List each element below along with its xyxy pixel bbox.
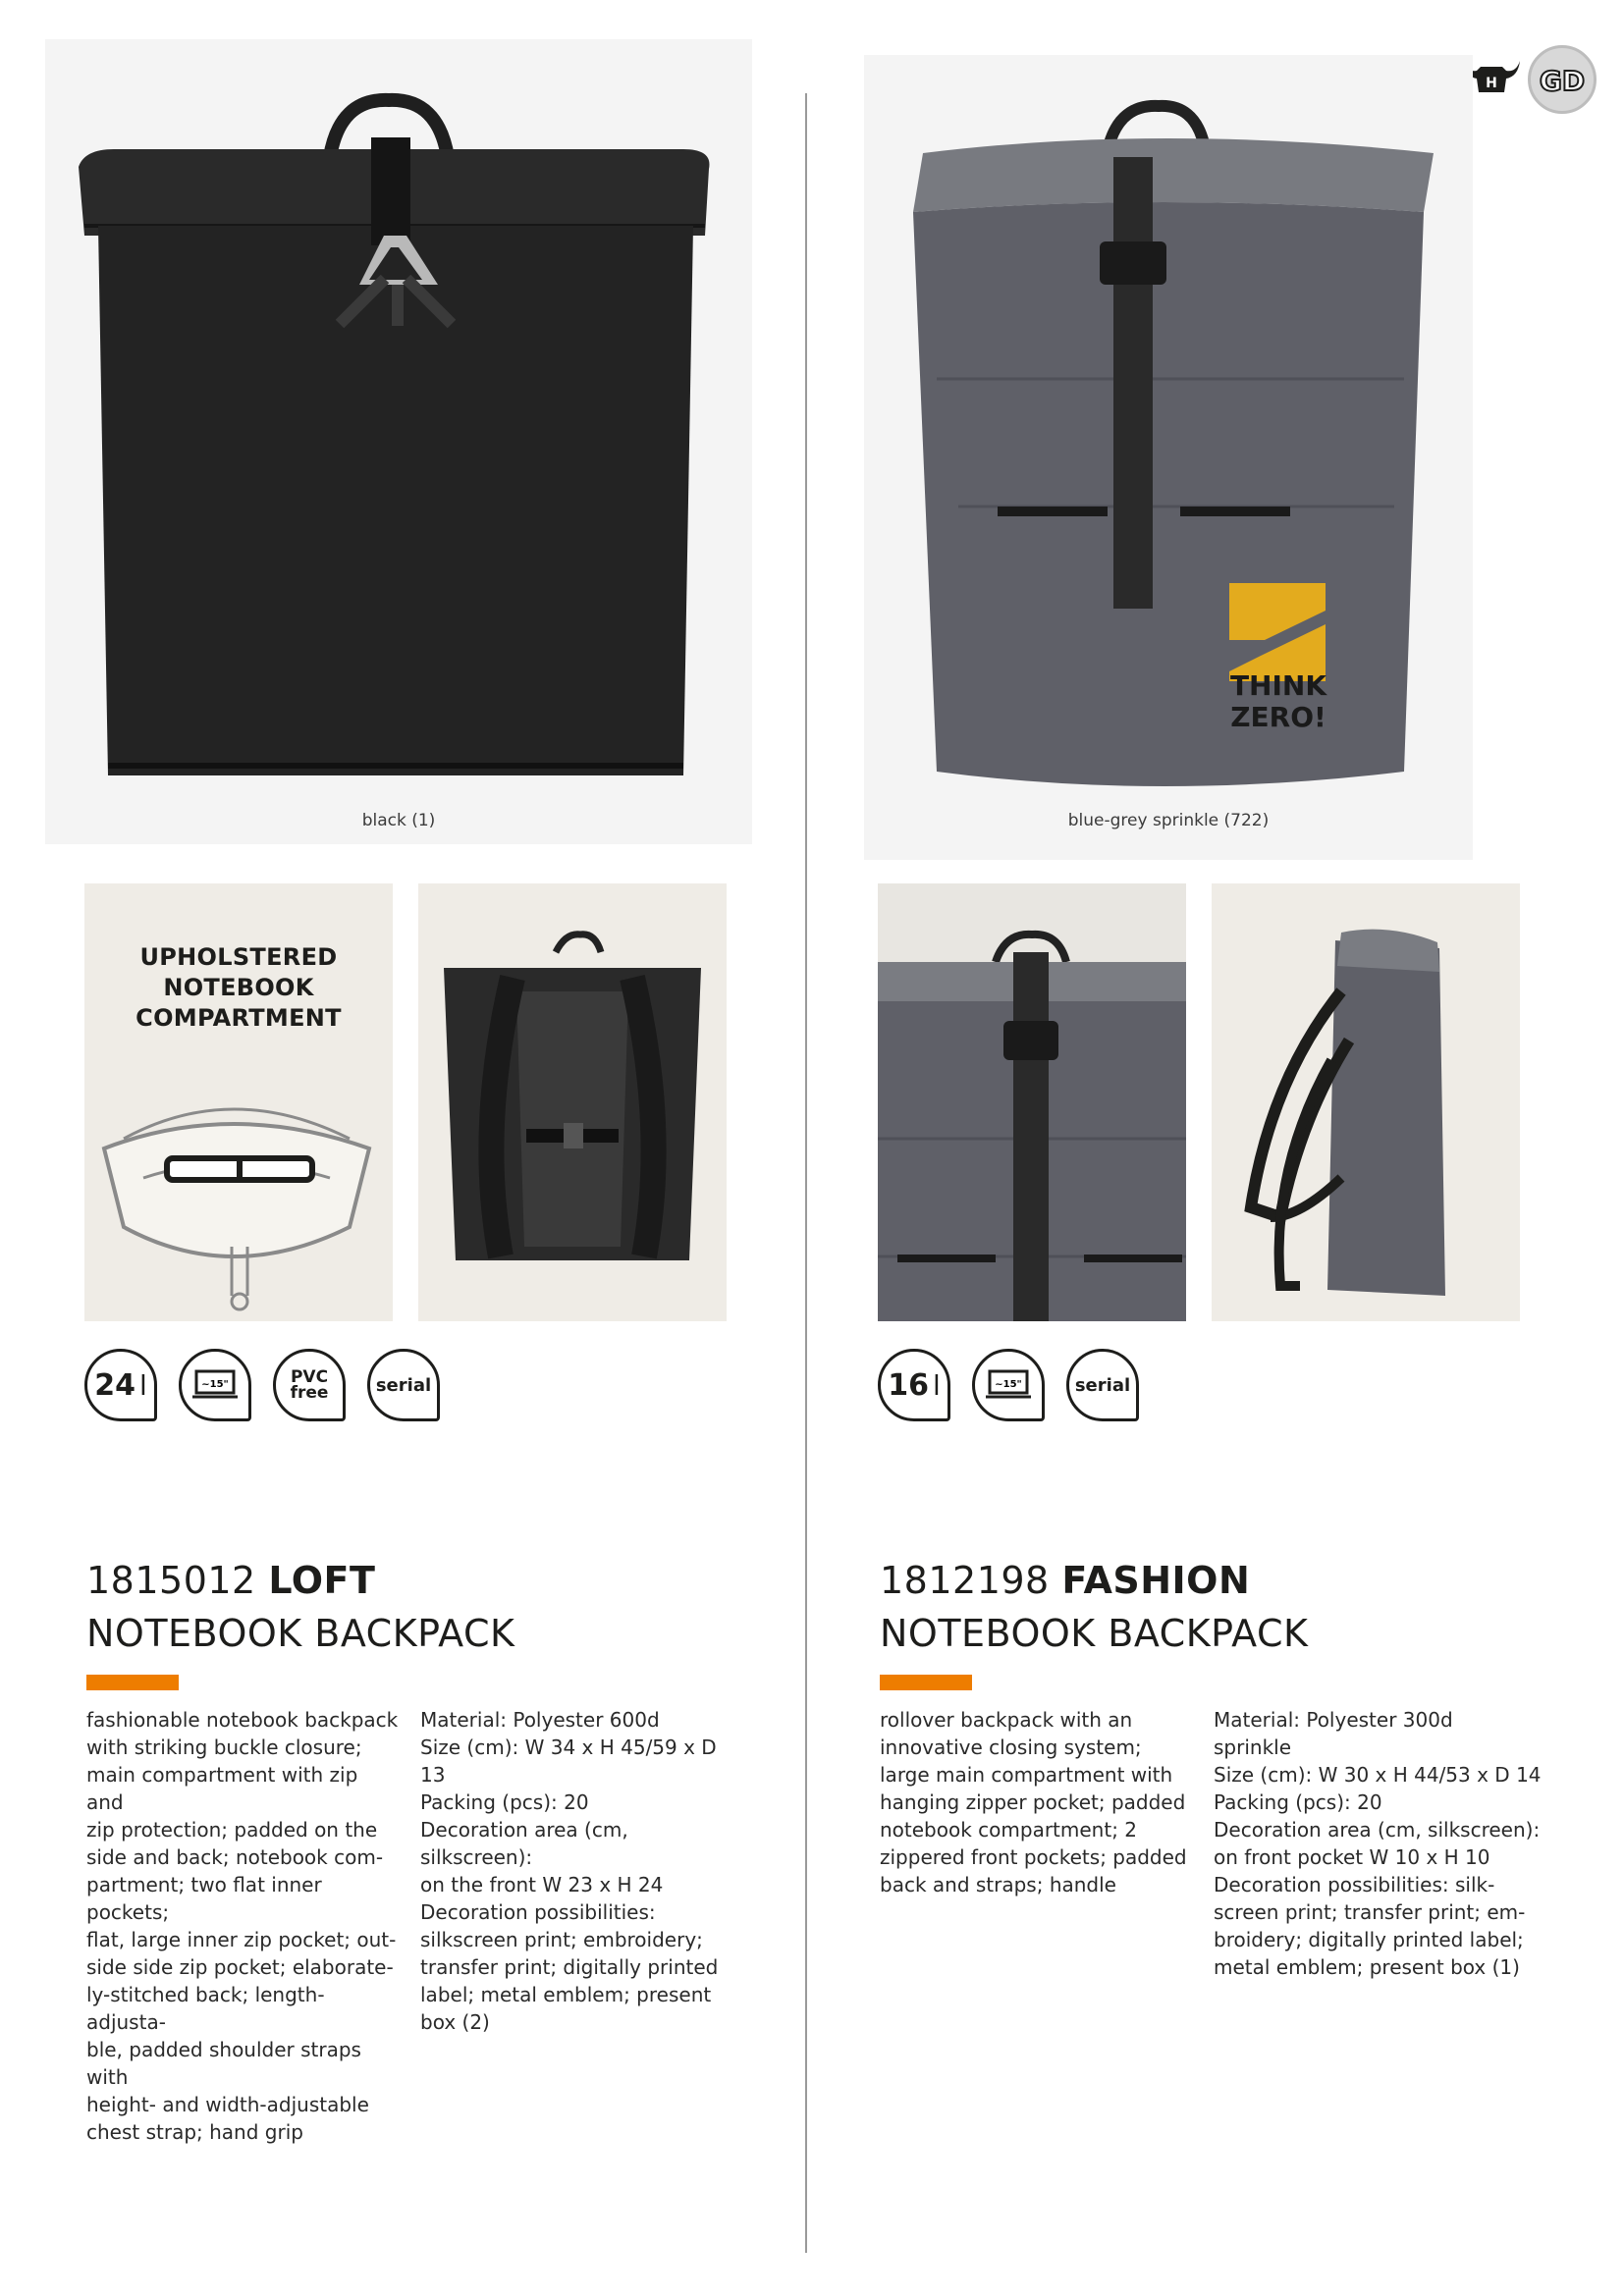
laptop-size-label: ~15" <box>201 1379 229 1390</box>
fashion-side-view-photo <box>1212 883 1520 1321</box>
volume-unit: l <box>138 1368 147 1402</box>
laptop-icon <box>984 1367 1033 1403</box>
serial-label: serial <box>375 1374 432 1396</box>
volume-value: 16 <box>888 1367 929 1403</box>
loft-accent-bar <box>86 1675 179 1690</box>
gd-logo <box>1528 45 1597 114</box>
volume-badge <box>84 1349 157 1421</box>
free-label: free <box>290 1383 329 1403</box>
volume-value: 24 <box>94 1367 135 1403</box>
zero-logo-text: ZERO! <box>1230 701 1326 733</box>
fashion-title <box>880 1559 1250 1602</box>
fashion-accent-bar <box>880 1675 972 1690</box>
fashion-specs: Material: Polyester 300d sprinkle Size (cm): W 30 x H 44/53 x D 14 Packing (pcs): 20 Decoration area (cm, silkscreen): on front pocket W 10 x H 10 Decoration possibilities: silk- screen print; transfer print; em- broidery; digitally printed label; metal emblem; present box (1) <box>1214 1708 1542 1979</box>
laptop-size-label: ~15" <box>995 1379 1022 1390</box>
laptop-icon <box>190 1367 240 1403</box>
upholstered-compartment-tile <box>84 883 393 1321</box>
loft-back-view-photo <box>418 883 727 1321</box>
fashion-closeup-photo <box>878 883 1186 1321</box>
fashion-backpack-photo <box>864 55 1473 860</box>
pvc-free-badge <box>273 1349 346 1421</box>
serial-label: serial <box>1074 1374 1131 1396</box>
loft-specs: Material: Polyester 600d Size (cm): W 34 x H 45/59 x D 13 Packing (pcs): 20 Decoration area (cm, silkscreen): on the front W 23 x H 24 Decoration possibilities: silkscreen print; embroidery; transfer print; digitally printed label; metal emblem; present box (2) <box>420 1708 719 2034</box>
think-logo-text: THINK <box>1229 669 1327 702</box>
compartment-illustration <box>84 1080 393 1315</box>
pvc-label: PVC <box>290 1367 329 1387</box>
laptop-size-badge <box>972 1349 1045 1421</box>
column-divider <box>805 93 807 2253</box>
loft-description: fashionable notebook backpack with striking buckle closure; main compartment with zip and zip protection; padded on the side and back; notebook com- partment; two flat inner pockets; flat, large inner zip pocket; out- side side zip pocket; elaborate- ly-stitched back; length-adjusta- ble, padded shoulder straps with height- and width-adjustable chest strap; hand grip <box>86 1708 399 2144</box>
loft-article-number: 1815012 <box>86 1559 256 1602</box>
loft-product-name: LOFT <box>268 1559 376 1602</box>
volume-unit: l <box>932 1368 941 1402</box>
fashion-article-number: 1812198 <box>880 1559 1050 1602</box>
volume-badge <box>878 1349 950 1421</box>
laptop-size-badge <box>179 1349 251 1421</box>
loft-backpack-photo <box>45 39 752 844</box>
loft-product-type: NOTEBOOK BACKPACK <box>86 1612 515 1655</box>
serial-badge <box>1066 1349 1139 1421</box>
fashion-product-name: FASHION <box>1061 1559 1251 1602</box>
fashion-color-caption: blue-grey sprinkle (722) <box>1067 811 1270 830</box>
loft-color-caption: black (1) <box>361 811 436 830</box>
upholstered-compartment-label: UPHOLSTERED NOTEBOOK COMPARTMENT <box>135 943 342 1032</box>
serial-badge <box>367 1349 440 1421</box>
loft-title <box>86 1559 375 1602</box>
h-logo-letter: H <box>1486 76 1497 91</box>
fashion-description: rollover backpack with an innovative closing system; large main compartment with hanging zipper pocket; padded notebook compartment; 2 zippered front pockets; padded back and straps; handle <box>880 1708 1187 1896</box>
gd-logo-text: GD <box>1539 65 1586 97</box>
fashion-product-type: NOTEBOOK BACKPACK <box>880 1612 1309 1655</box>
